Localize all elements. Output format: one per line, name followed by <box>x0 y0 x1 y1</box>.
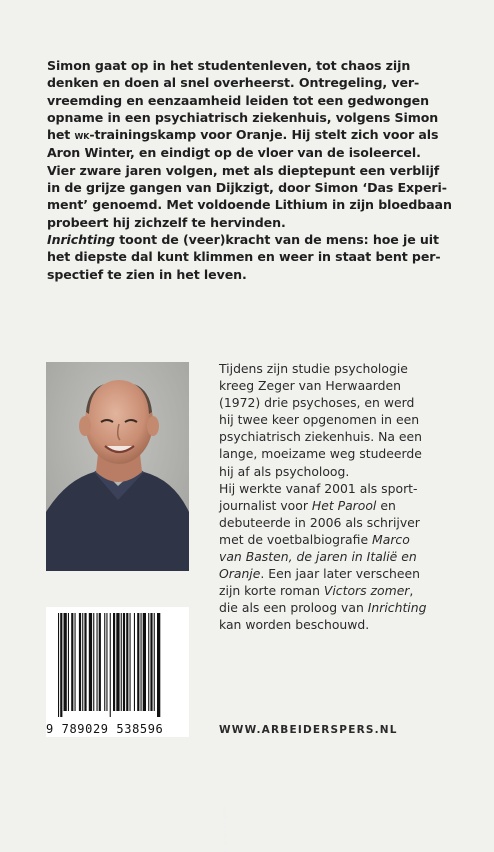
barcode-bar <box>82 613 83 711</box>
book-title: Oranje <box>219 566 261 582</box>
bio-text: met de voetbalbiografie <box>219 531 373 547</box>
barcode-bar <box>71 613 73 711</box>
barcode-bar <box>141 613 142 711</box>
author-portrait-illustration <box>46 362 189 571</box>
book-title: Inrichting <box>367 600 427 616</box>
bio-line: kan worden beschouwd. <box>219 617 370 633</box>
book-title: Victors zomer <box>323 583 410 599</box>
blurb-line: Simon gaat op in het studentenleven, tot chaos zijn <box>47 58 411 73</box>
barcode-bar <box>99 613 101 711</box>
publisher-url: WWW.ARBEIDERSPERS.NL <box>219 724 398 736</box>
barcode-bar <box>154 613 155 711</box>
barcode-bar <box>75 613 76 711</box>
bio-line: lange, moeizame weg studeerde <box>219 446 422 462</box>
barcode-bar <box>93 613 94 711</box>
bio-text: . Een jaar later verscheen <box>260 566 420 582</box>
book-title: Inrichting <box>47 231 115 247</box>
barcode-bar <box>113 613 115 711</box>
barcode-bar <box>130 613 131 711</box>
barcode-bar <box>134 613 135 711</box>
barcode-bar <box>116 613 119 711</box>
wk-abbreviation: wk <box>74 128 90 143</box>
barcode-bar <box>89 613 92 711</box>
barcode-bar <box>68 613 69 711</box>
barcode-bar <box>104 613 105 711</box>
barcode-bar <box>121 613 122 711</box>
bio-line <box>219 548 469 565</box>
bio-line: Tijdens zijn studie psychologie <box>219 361 408 376</box>
blurb-line: Vier zware jaren volgen, met als dieptepunt een verblijf <box>47 162 440 178</box>
blurb-line: probeert hij zichzelf te hervinden. <box>47 214 286 230</box>
barcode-bar <box>60 613 62 717</box>
bio-text: journalist voor <box>219 497 312 513</box>
barcode-bar <box>97 613 98 711</box>
bio-line: hij af als psycholoog. <box>219 463 350 479</box>
bio-text: , <box>409 583 414 599</box>
barcode-bar <box>123 613 125 711</box>
blurb-line: Aron Winter, en eindigt op de vloer van de isoleercel. <box>47 145 421 161</box>
barcode-bar <box>157 613 160 717</box>
bio-line: kreeg Zeger van Herwaarden <box>219 378 401 394</box>
blurb-line: ment’ genoemd. Met voldoende Lithium in zijn bloedbaan <box>47 197 452 213</box>
blurb-line: in de grijze gangen van Dijkzigt, door Simon ‘Das Experi- <box>47 180 447 196</box>
photo-credit: © LONA AALDERS <box>224 802 229 852</box>
author-bio <box>219 360 469 634</box>
barcode-bar <box>110 613 111 717</box>
bio-line: debuteerde in 2006 als schrijver <box>219 514 420 530</box>
bio-line <box>219 599 469 616</box>
bio-line <box>219 565 469 582</box>
blurb-line: het diepste dal kunt klimmen en weer in staat bent per- <box>47 249 441 265</box>
newspaper-title: Het Parool <box>311 497 377 513</box>
blurb-text: het <box>47 127 75 143</box>
blurb-line <box>47 231 457 248</box>
blurb-text: toont de (veer)kracht van de mens: hoe je uit <box>114 231 439 247</box>
bio-line: Hij werkte vanaf 2001 als sport- <box>219 480 418 496</box>
blurb-line <box>47 126 457 144</box>
bio-line <box>219 582 469 599</box>
blurb-line: spectief te zien in het leven. <box>47 266 247 282</box>
barcode-bar <box>106 613 107 711</box>
barcode-bar <box>137 613 139 711</box>
blurb-line: denken en doen al snel overheerst. Ontregeling, ver- <box>47 75 420 91</box>
blurb-line: vreemding en eenzaamheid leiden tot een gedwongen <box>47 92 429 108</box>
barcode-bar <box>79 613 81 711</box>
isbn-barcode <box>46 607 189 737</box>
back-cover-blurb <box>47 57 457 283</box>
blurb-text: -trainingskamp voor Oranje. Hij stelt zich voor als <box>89 127 439 143</box>
book-title: Marco <box>372 531 410 547</box>
bio-line: hij twee keer opgenomen in een <box>219 412 420 428</box>
barcode-bar <box>148 613 149 711</box>
barcode-bar <box>126 613 128 711</box>
isbn-number: 9 789029 538596 <box>46 722 164 736</box>
bio-text: zijn korte roman <box>219 583 324 599</box>
bio-line <box>219 497 469 514</box>
blurb-line: opname in een psychiatrisch ziekenhuis, volgens Simon <box>47 109 439 125</box>
bio-text: die als een proloog van <box>219 600 368 616</box>
book-title: van Basten, de jaren in Italië en <box>219 549 417 565</box>
bio-text: en <box>376 497 396 513</box>
barcode-bar <box>84 613 86 711</box>
bio-line: (1972) drie psychoses, en werd <box>219 395 415 411</box>
barcode-bar <box>143 613 146 711</box>
barcode-bars <box>46 607 189 719</box>
barcode-bar <box>58 613 59 717</box>
barcode-bar <box>150 613 152 711</box>
barcode-bar <box>64 613 67 711</box>
bio-line <box>219 531 469 548</box>
bio-line: psychiatrisch ziekenhuis. Na een <box>219 429 422 445</box>
